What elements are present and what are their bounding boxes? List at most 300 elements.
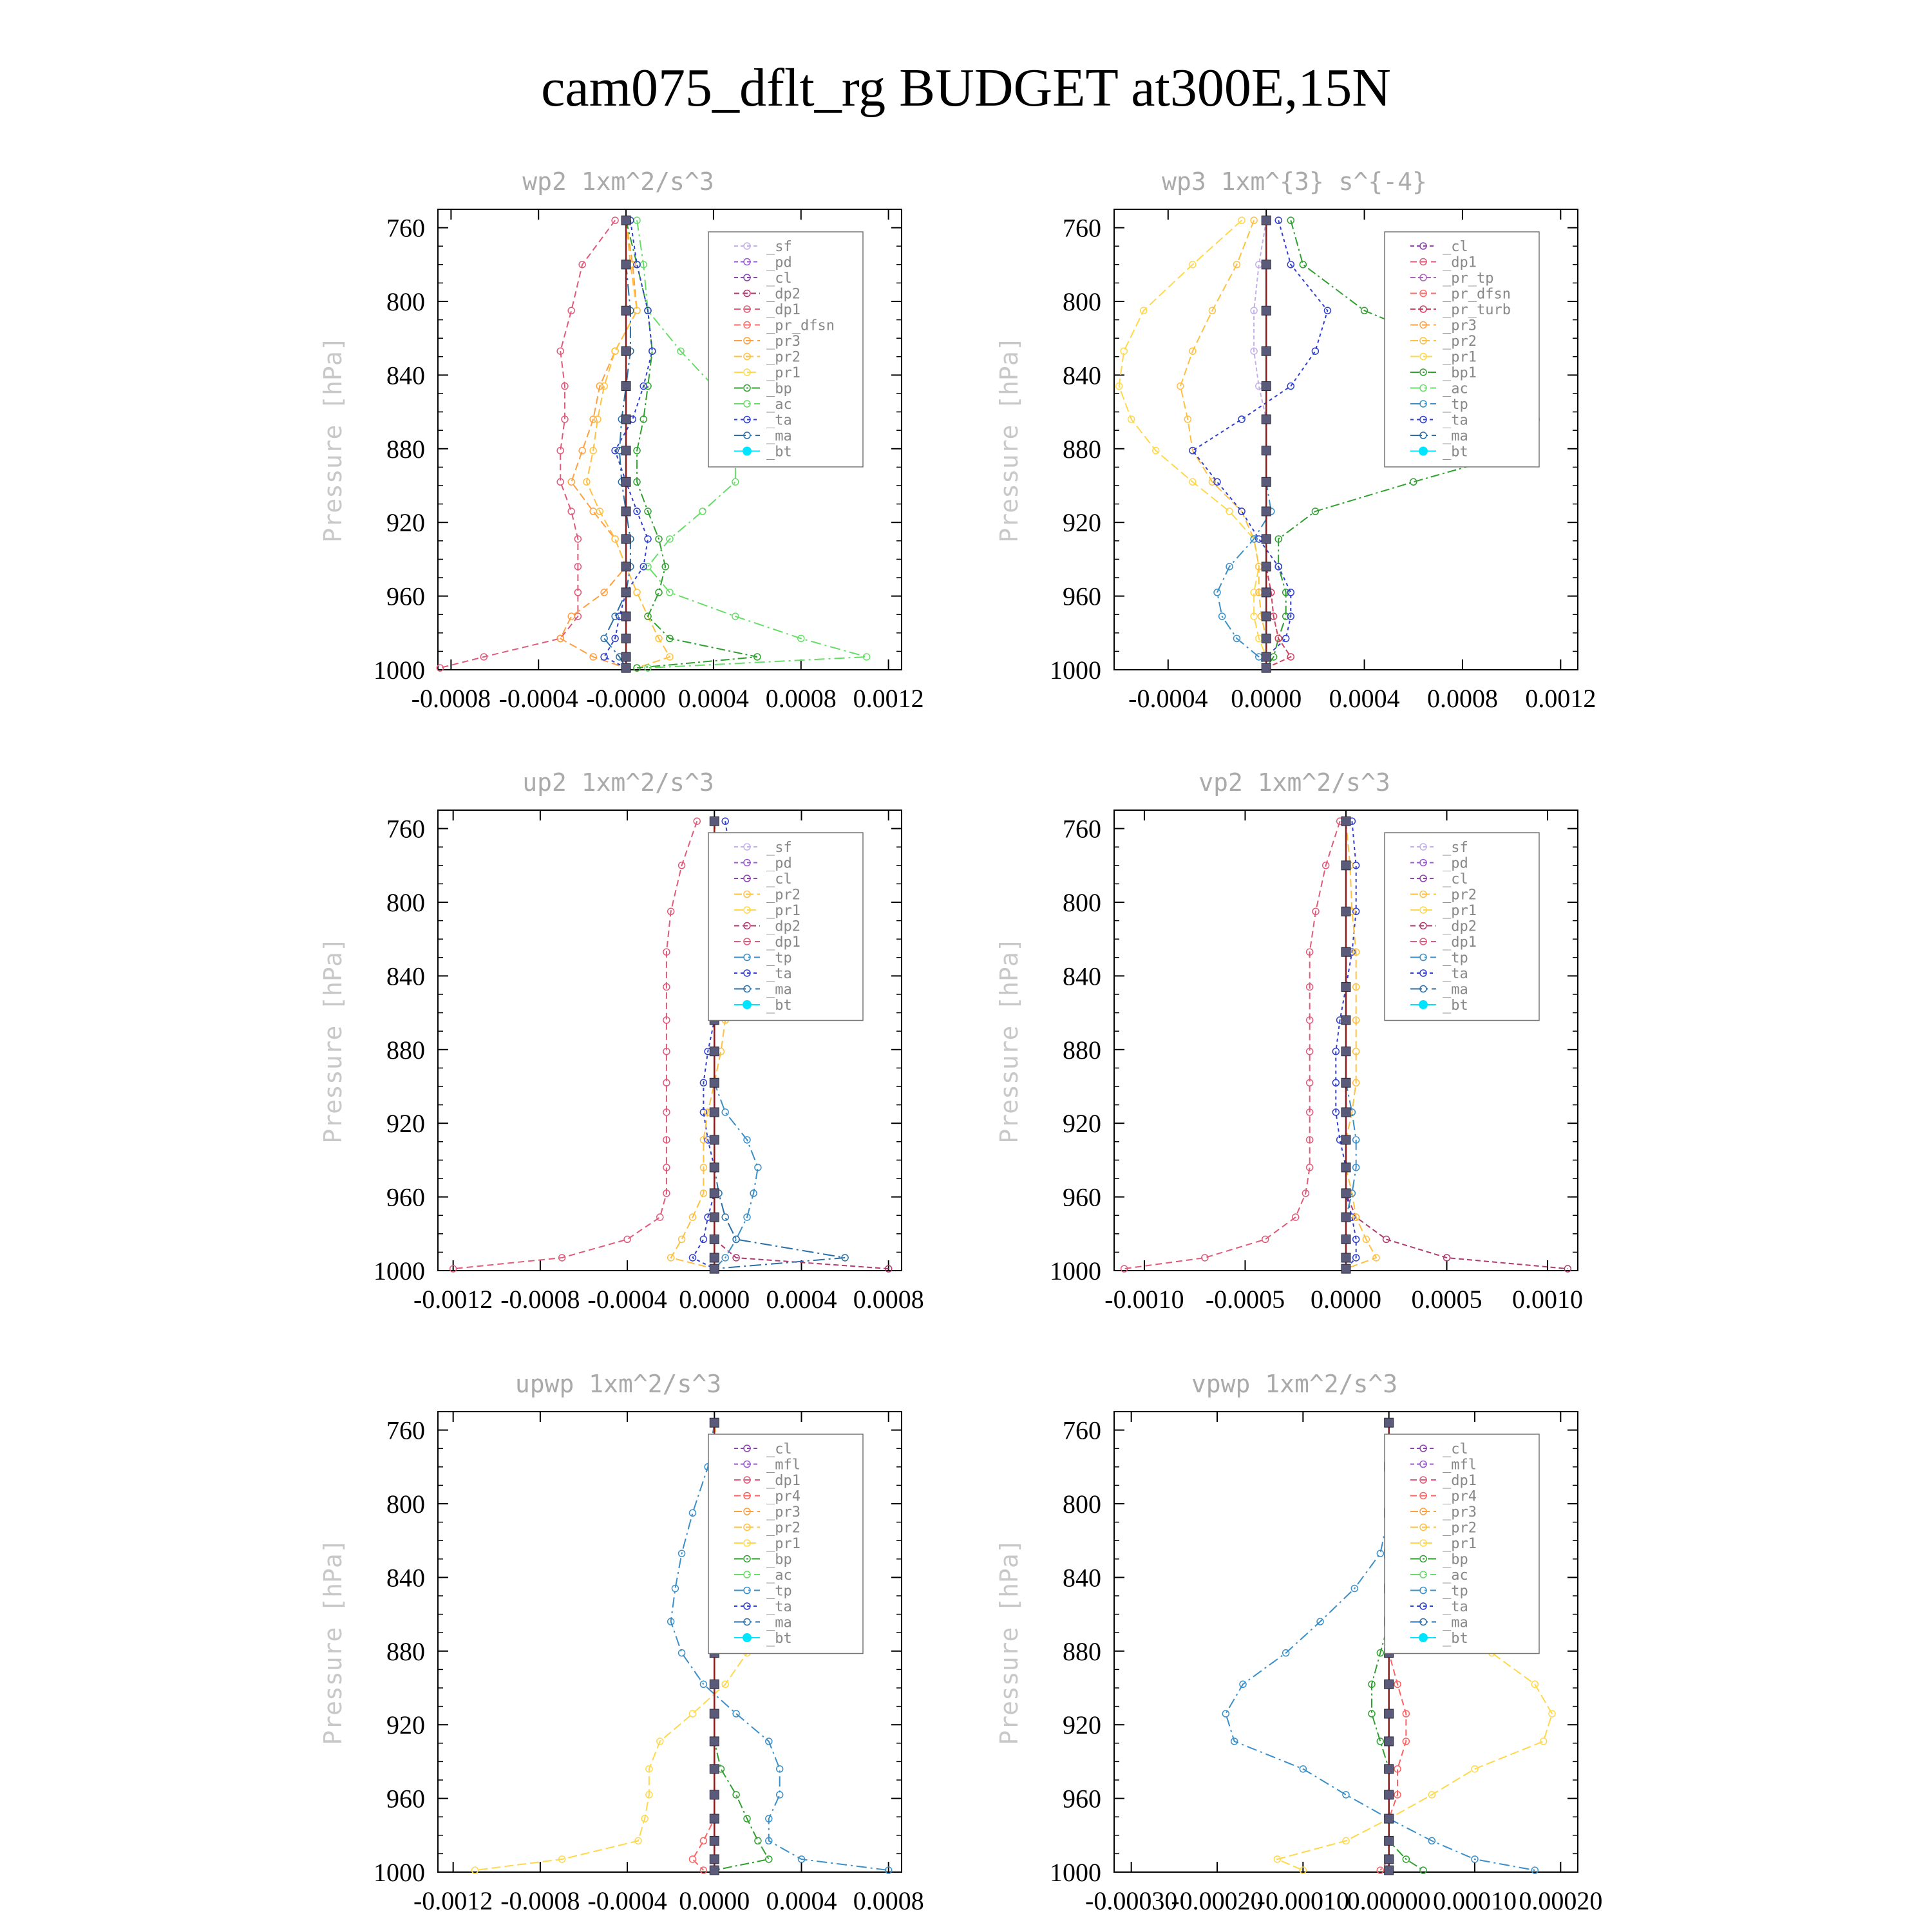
data-point-bt — [710, 1866, 719, 1875]
data-point-ma — [722, 1214, 728, 1220]
data-point-bt — [1341, 817, 1350, 826]
y-tick-label: 920 — [386, 1710, 425, 1740]
data-point-pr4 — [700, 1837, 706, 1844]
data-point-ac — [732, 478, 739, 485]
y-tick-label: 880 — [1063, 434, 1101, 464]
series-line-pr-turb — [1266, 220, 1291, 668]
data-point-bt — [1262, 663, 1271, 672]
x-tick-label: 0.0004 — [677, 684, 749, 713]
legend-label: _pr1 — [766, 1536, 800, 1552]
series-line-pr1 — [1119, 220, 1267, 668]
legend-label: _pr2 — [1443, 334, 1477, 350]
panel-title: wp3 1xm^{3} s^{-4} — [1162, 167, 1427, 196]
y-axis-label: Pressure [hPa] — [995, 1539, 1023, 1745]
data-point-bt — [710, 1765, 719, 1774]
panel-5 — [319, 1370, 924, 1915]
data-point-bt — [1385, 1737, 1394, 1746]
data-point-bt — [621, 477, 630, 486]
data-point-bt — [1341, 1078, 1350, 1087]
legend-label: _ac — [766, 1567, 792, 1584]
legend-label: _bt — [766, 444, 792, 460]
x-tick-label: 0.0005 — [1411, 1285, 1482, 1314]
legend-label: _ma — [766, 428, 792, 444]
y-tick-label: 880 — [386, 434, 425, 464]
panel-3 — [319, 768, 924, 1314]
legend-label: _pr3 — [1443, 1504, 1477, 1520]
data-point-bt — [1262, 535, 1271, 544]
data-point-bt — [710, 1737, 719, 1746]
legend-label: _dp1 — [1443, 1473, 1477, 1489]
y-axis-label: Pressure [hPa] — [995, 937, 1023, 1144]
data-point-bt — [1262, 507, 1271, 516]
data-point-ta — [1312, 348, 1318, 354]
x-tick-label: -0.0008 — [500, 1285, 580, 1314]
legend-label: _dp2 — [766, 286, 800, 303]
data-point-bt — [710, 1189, 719, 1198]
data-point-bt — [621, 216, 630, 225]
y-tick-label: 880 — [386, 1035, 425, 1065]
x-tick-label: -0.0000 — [586, 684, 666, 713]
y-tick-label: 840 — [386, 1563, 425, 1593]
data-point-dp1 — [624, 1236, 630, 1242]
data-point-bt — [621, 507, 630, 516]
data-point-bt — [1385, 1866, 1394, 1875]
data-point-bt — [1385, 1709, 1394, 1718]
data-point-bt — [621, 346, 630, 355]
y-tick-label: 840 — [386, 361, 425, 390]
data-point-bt — [710, 1418, 719, 1427]
legend-label: _dp1 — [766, 1473, 800, 1489]
y-tick-label: 920 — [386, 1109, 425, 1139]
x-tick-label: 0.0010 — [1512, 1285, 1584, 1314]
legend-label: _pr1 — [1443, 903, 1477, 919]
legend-label: _ta — [766, 1599, 792, 1615]
legend-marker — [1419, 1633, 1428, 1642]
x-tick-label: 0.00000 — [1347, 1886, 1431, 1915]
data-point-bt — [1262, 588, 1271, 597]
data-point-bp — [1377, 1738, 1383, 1745]
legend-label: _tp — [766, 1583, 792, 1600]
data-point-bt — [621, 663, 630, 672]
data-point-pr1 — [1540, 1738, 1547, 1745]
y-tick-label: 960 — [1063, 1182, 1101, 1212]
legend-label: _bp1 — [1443, 365, 1477, 381]
legend-label: _ta — [1443, 412, 1468, 429]
legend-label: _dp1 — [766, 934, 800, 951]
legend-label: _pr4 — [1443, 1488, 1477, 1505]
y-tick-label: 840 — [1063, 1563, 1101, 1593]
legend-marker — [743, 447, 752, 456]
x-tick-label: -0.0004 — [587, 1886, 667, 1915]
data-point-bt — [1341, 983, 1350, 992]
y-tick-label: 1000 — [1050, 656, 1101, 685]
legend-label: _cl — [1443, 871, 1468, 887]
data-point-pr3 — [579, 448, 585, 454]
x-tick-label: -0.0008 — [500, 1886, 580, 1915]
x-tick-label: 0.00010 — [1433, 1886, 1517, 1915]
legend-label: _dp1 — [766, 302, 800, 318]
legend-label: _pr2 — [766, 349, 800, 366]
data-point-bt — [1262, 652, 1271, 661]
data-point-bt — [1262, 446, 1271, 455]
y-tick-label: 960 — [1063, 1784, 1101, 1814]
y-tick-label: 1000 — [1050, 1256, 1101, 1285]
x-tick-label: 0.0008 — [853, 1886, 924, 1915]
x-tick-label: -0.0010 — [1104, 1285, 1184, 1314]
legend-label: _tp — [766, 950, 792, 967]
legend-label: _pd — [1443, 855, 1468, 872]
legend-label: _pr1 — [766, 903, 800, 919]
y-tick-label: 800 — [386, 1490, 425, 1519]
x-tick-label: -0.00020 — [1171, 1886, 1264, 1915]
legend-label: _tp — [1443, 1583, 1468, 1600]
legend-label: _pr_turb — [1443, 302, 1511, 318]
data-point-bt — [1385, 1855, 1394, 1864]
data-point-bp — [733, 1792, 739, 1798]
y-axis-label: Pressure [hPa] — [995, 336, 1023, 543]
x-tick-label: -0.0004 — [1128, 684, 1208, 713]
panel-title: wp2 1xm^2/s^3 — [522, 167, 714, 196]
panel-title: vp2 1xm^2/s^3 — [1198, 768, 1390, 797]
y-tick-label: 840 — [1063, 361, 1101, 390]
legend-label: _cl — [1443, 239, 1468, 255]
data-point-bt — [1262, 415, 1271, 424]
legend-label: _pr3 — [1443, 317, 1477, 334]
data-point-bt — [710, 1709, 719, 1718]
legend-label: _ac — [1443, 381, 1468, 397]
y-tick-label: 800 — [386, 888, 425, 917]
y-tick-label: 920 — [386, 508, 425, 538]
legend-label: _cl — [766, 270, 792, 287]
legend-label: _tp — [1443, 950, 1468, 967]
legend-label: _sf — [766, 239, 792, 255]
data-point-tp — [777, 1792, 783, 1798]
y-axis-label: Pressure [hPa] — [319, 937, 347, 1144]
legend-label: _ta — [1443, 1599, 1468, 1615]
legend-label: _dp2 — [766, 918, 800, 935]
x-tick-label: 0.0008 — [1426, 684, 1498, 713]
legend-label: _pr1 — [1443, 1536, 1477, 1552]
y-axis-label: Pressure [hPa] — [319, 336, 347, 543]
series-line-dp1 — [1124, 821, 1340, 1269]
legend-marker — [1419, 447, 1428, 456]
legend-label: _ma — [766, 1615, 792, 1631]
legend-label: _cl — [766, 1441, 792, 1457]
data-point-bt — [621, 260, 630, 269]
data-point-tp — [722, 1109, 728, 1115]
legend-label: _dp1 — [1443, 254, 1477, 271]
data-point-bt — [621, 612, 630, 621]
data-point-bt — [710, 1790, 719, 1799]
y-tick-label: 920 — [1063, 1109, 1101, 1139]
data-point-tp — [1343, 1792, 1349, 1798]
panel-title: upwp 1xm^2/s^3 — [515, 1370, 722, 1398]
x-tick-label: -0.0012 — [413, 1886, 493, 1915]
legend-label: _ma — [1443, 981, 1468, 998]
x-tick-label: 0.0004 — [1329, 684, 1400, 713]
data-point-ta — [700, 1236, 706, 1242]
y-tick-label: 760 — [1063, 1416, 1101, 1445]
y-tick-label: 1000 — [374, 656, 425, 685]
data-point-dp1 — [612, 217, 618, 223]
data-point-bp — [656, 589, 662, 596]
data-point-ta — [1238, 416, 1245, 422]
data-point-bt — [1262, 634, 1271, 643]
x-tick-label: -0.00030 — [1085, 1886, 1178, 1915]
data-point-bt — [1341, 1135, 1350, 1144]
y-tick-label: 960 — [386, 1182, 425, 1212]
data-point-bt — [1262, 260, 1271, 269]
legend-label: _pr2 — [766, 1520, 800, 1537]
data-point-bt — [1341, 1189, 1350, 1198]
legend-label: _pr2 — [1443, 1520, 1477, 1537]
data-point-pr2 — [634, 589, 640, 596]
data-point-pr4 — [689, 1856, 696, 1862]
data-point-bt — [1385, 1790, 1394, 1799]
data-point-ta — [1214, 478, 1220, 485]
x-tick-label: 0.0004 — [766, 1285, 837, 1314]
x-tick-label: 0.00020 — [1519, 1886, 1603, 1915]
data-point-bt — [621, 588, 630, 597]
y-tick-label: 760 — [1063, 814, 1101, 844]
y-tick-label: 960 — [386, 582, 425, 611]
legend-label: _cl — [766, 871, 792, 887]
data-point-bt — [710, 1814, 719, 1823]
data-point-bt — [710, 1235, 719, 1244]
data-point-bt — [710, 1108, 719, 1117]
data-point-bt — [710, 1047, 719, 1056]
y-tick-label: 840 — [1063, 961, 1101, 991]
legend-label: _ac — [1443, 1567, 1468, 1584]
data-point-pr2 — [1251, 217, 1257, 223]
data-point-bt — [1341, 1253, 1350, 1262]
series-line-dp1 — [453, 821, 697, 1269]
legend-label: _sf — [766, 840, 792, 856]
y-tick-label: 760 — [1063, 213, 1101, 243]
legend-label: _bp — [766, 381, 792, 397]
y-tick-label: 1000 — [374, 1858, 425, 1887]
x-tick-label: 0.0008 — [853, 1285, 924, 1314]
y-tick-label: 760 — [386, 213, 425, 243]
data-point-bt — [1341, 1016, 1350, 1025]
y-tick-label: 960 — [1063, 582, 1101, 611]
data-point-bt — [621, 652, 630, 661]
y-tick-label: 920 — [1063, 508, 1101, 538]
y-tick-label: 880 — [1063, 1636, 1101, 1666]
data-point-bt — [710, 1135, 719, 1144]
x-tick-label: 0.0008 — [765, 684, 837, 713]
legend-marker — [1419, 1000, 1428, 1009]
data-point-bt — [621, 382, 630, 391]
data-point-ma — [612, 613, 618, 620]
data-point-bt — [1341, 1213, 1350, 1222]
legend-label: _sf — [1443, 840, 1468, 856]
legend-label: _pd — [766, 254, 792, 271]
series-line-dp1 — [440, 220, 615, 668]
data-point-bt — [710, 1078, 719, 1087]
data-point-tp — [679, 1650, 685, 1656]
legend-label: _bt — [766, 1631, 792, 1647]
data-point-bt — [710, 1680, 719, 1689]
data-point-pr3 — [590, 508, 596, 515]
legend-label: _ta — [1443, 966, 1468, 982]
panel-2 — [995, 167, 1596, 713]
legend-label: _pr3 — [766, 1504, 800, 1520]
data-point-bt — [1262, 382, 1271, 391]
legend-label: _ac — [766, 397, 792, 413]
x-tick-label: 0.0000 — [679, 1285, 750, 1314]
legend-label: _bt — [1443, 998, 1468, 1014]
data-point-bt — [1385, 1680, 1394, 1689]
data-point-dp1 — [694, 818, 700, 824]
data-point-pr3 — [568, 478, 574, 485]
y-tick-label: 800 — [1063, 888, 1101, 917]
y-tick-label: 840 — [386, 961, 425, 991]
x-tick-label: -0.0005 — [1205, 1285, 1285, 1314]
legend-label: _ta — [766, 966, 792, 982]
legend-label: _bp — [766, 1551, 792, 1568]
y-tick-label: 960 — [386, 1784, 425, 1814]
data-point-pr3 — [568, 613, 574, 620]
legend-marker — [743, 1633, 752, 1642]
data-point-bp — [755, 1837, 761, 1844]
legend-label: _bt — [1443, 444, 1468, 460]
legend-label: _mfl — [766, 1457, 800, 1473]
data-point-bp — [766, 1856, 772, 1862]
x-tick-label: -0.0008 — [411, 684, 491, 713]
panel-title: vpwp 1xm^2/s^3 — [1191, 1370, 1398, 1398]
y-tick-label: 800 — [386, 287, 425, 316]
x-tick-label: -0.00010 — [1256, 1886, 1349, 1915]
data-point-bt — [1341, 1108, 1350, 1117]
y-tick-label: 880 — [1063, 1035, 1101, 1065]
legend-label: _ta — [766, 412, 792, 429]
legend-label: _bp — [1443, 1551, 1468, 1568]
panel-1 — [319, 167, 924, 713]
legend-label: _pr2 — [1443, 887, 1477, 904]
y-tick-label: 920 — [1063, 1710, 1101, 1740]
data-point-bt — [1262, 216, 1271, 225]
y-axis-label: Pressure [hPa] — [319, 1539, 347, 1745]
data-point-ta — [601, 654, 607, 660]
legend-label: _tp — [1443, 397, 1468, 413]
data-point-bt — [621, 535, 630, 544]
data-point-pr2 — [612, 536, 618, 542]
legend-label: _pd — [766, 855, 792, 872]
x-tick-label: 0.0004 — [766, 1886, 837, 1915]
data-point-bt — [1385, 1418, 1394, 1427]
data-point-pr1 — [1238, 217, 1245, 223]
data-point-pr2 — [1177, 383, 1184, 390]
data-point-bt — [1262, 346, 1271, 355]
data-point-tp — [1222, 1710, 1229, 1717]
data-point-ta — [1287, 589, 1294, 596]
x-tick-label: 0.0000 — [1231, 684, 1302, 713]
legend-label: _pr_dfsn — [1443, 286, 1511, 303]
data-point-bt — [1341, 861, 1350, 870]
data-point-bt — [621, 446, 630, 455]
x-tick-label: -0.0004 — [587, 1285, 667, 1314]
legend-label: _bt — [1443, 1631, 1468, 1647]
x-tick-label: -0.0004 — [498, 684, 578, 713]
legend-label: _bt — [766, 998, 792, 1014]
data-point-bt — [621, 415, 630, 424]
data-point-bt — [621, 634, 630, 643]
legend-label: _pr1 — [766, 365, 800, 381]
legend-label: _pr_dfsn — [766, 317, 835, 334]
legend-label: _ma — [1443, 1615, 1468, 1631]
y-tick-label: 800 — [1063, 287, 1101, 316]
data-point-bt — [621, 562, 630, 571]
y-tick-label: 1000 — [374, 1256, 425, 1285]
data-point-bt — [1341, 1163, 1350, 1172]
legend-label: _dp2 — [1443, 918, 1477, 935]
legend-label: _ma — [766, 981, 792, 998]
data-point-ac — [699, 508, 706, 515]
data-point-bt — [710, 817, 719, 826]
y-tick-label: 880 — [386, 1636, 425, 1666]
data-point-ma — [733, 1236, 739, 1242]
x-tick-label: 0.0012 — [1525, 684, 1596, 713]
data-point-bt — [621, 306, 630, 315]
legend-label: _pr1 — [1443, 349, 1477, 366]
data-point-bt — [1262, 306, 1271, 315]
panel-6 — [995, 1370, 1602, 1915]
legend-label: _mfl — [1443, 1457, 1477, 1473]
panel-title: up2 1xm^2/s^3 — [522, 768, 714, 797]
x-tick-label: -0.0012 — [413, 1285, 493, 1314]
legend-label: _pr3 — [766, 334, 800, 350]
data-point-bt — [1262, 612, 1271, 621]
y-tick-label: 760 — [386, 814, 425, 844]
data-point-pr2 — [679, 1236, 685, 1242]
legend-marker — [743, 1000, 752, 1009]
y-tick-label: 800 — [1063, 1490, 1101, 1519]
data-point-bt — [1262, 477, 1271, 486]
y-tick-label: 1000 — [1050, 1858, 1101, 1887]
legend-label: _pr2 — [766, 887, 800, 904]
legend-label: _cl — [1443, 1441, 1468, 1457]
x-tick-label: 0.0000 — [679, 1886, 750, 1915]
data-point-bt — [710, 1264, 719, 1273]
data-point-pr2 — [612, 348, 618, 354]
x-tick-label: 0.0000 — [1311, 1285, 1381, 1314]
data-point-bt — [710, 1855, 719, 1864]
data-point-bt — [1385, 1814, 1394, 1823]
data-point-ma — [601, 635, 607, 641]
figure-title: cam075_dflt_rg BUDGET at300E,15N — [541, 58, 1391, 118]
data-point-bt — [710, 1253, 719, 1262]
data-point-dp1 — [1262, 1236, 1269, 1242]
legend-label: _ma — [1443, 428, 1468, 444]
data-point-bt — [1341, 1264, 1350, 1273]
data-point-bt — [710, 1163, 719, 1172]
data-point-bt — [710, 1213, 719, 1222]
data-point-pr1 — [1226, 508, 1233, 515]
data-point-bt — [710, 1836, 719, 1845]
data-point-dp1 — [657, 1214, 663, 1220]
panel-4 — [995, 768, 1583, 1314]
legend-label: _pr_tp — [1443, 270, 1494, 287]
data-point-bt — [1341, 1235, 1350, 1244]
legend-label: _pr4 — [766, 1488, 800, 1505]
data-point-bt — [1341, 947, 1350, 956]
data-point-bt — [1385, 1836, 1394, 1845]
y-tick-label: 760 — [386, 1416, 425, 1445]
data-point-pr1 — [689, 1710, 696, 1717]
x-tick-label: 0.0012 — [853, 684, 924, 713]
data-point-bt — [1341, 1047, 1350, 1056]
